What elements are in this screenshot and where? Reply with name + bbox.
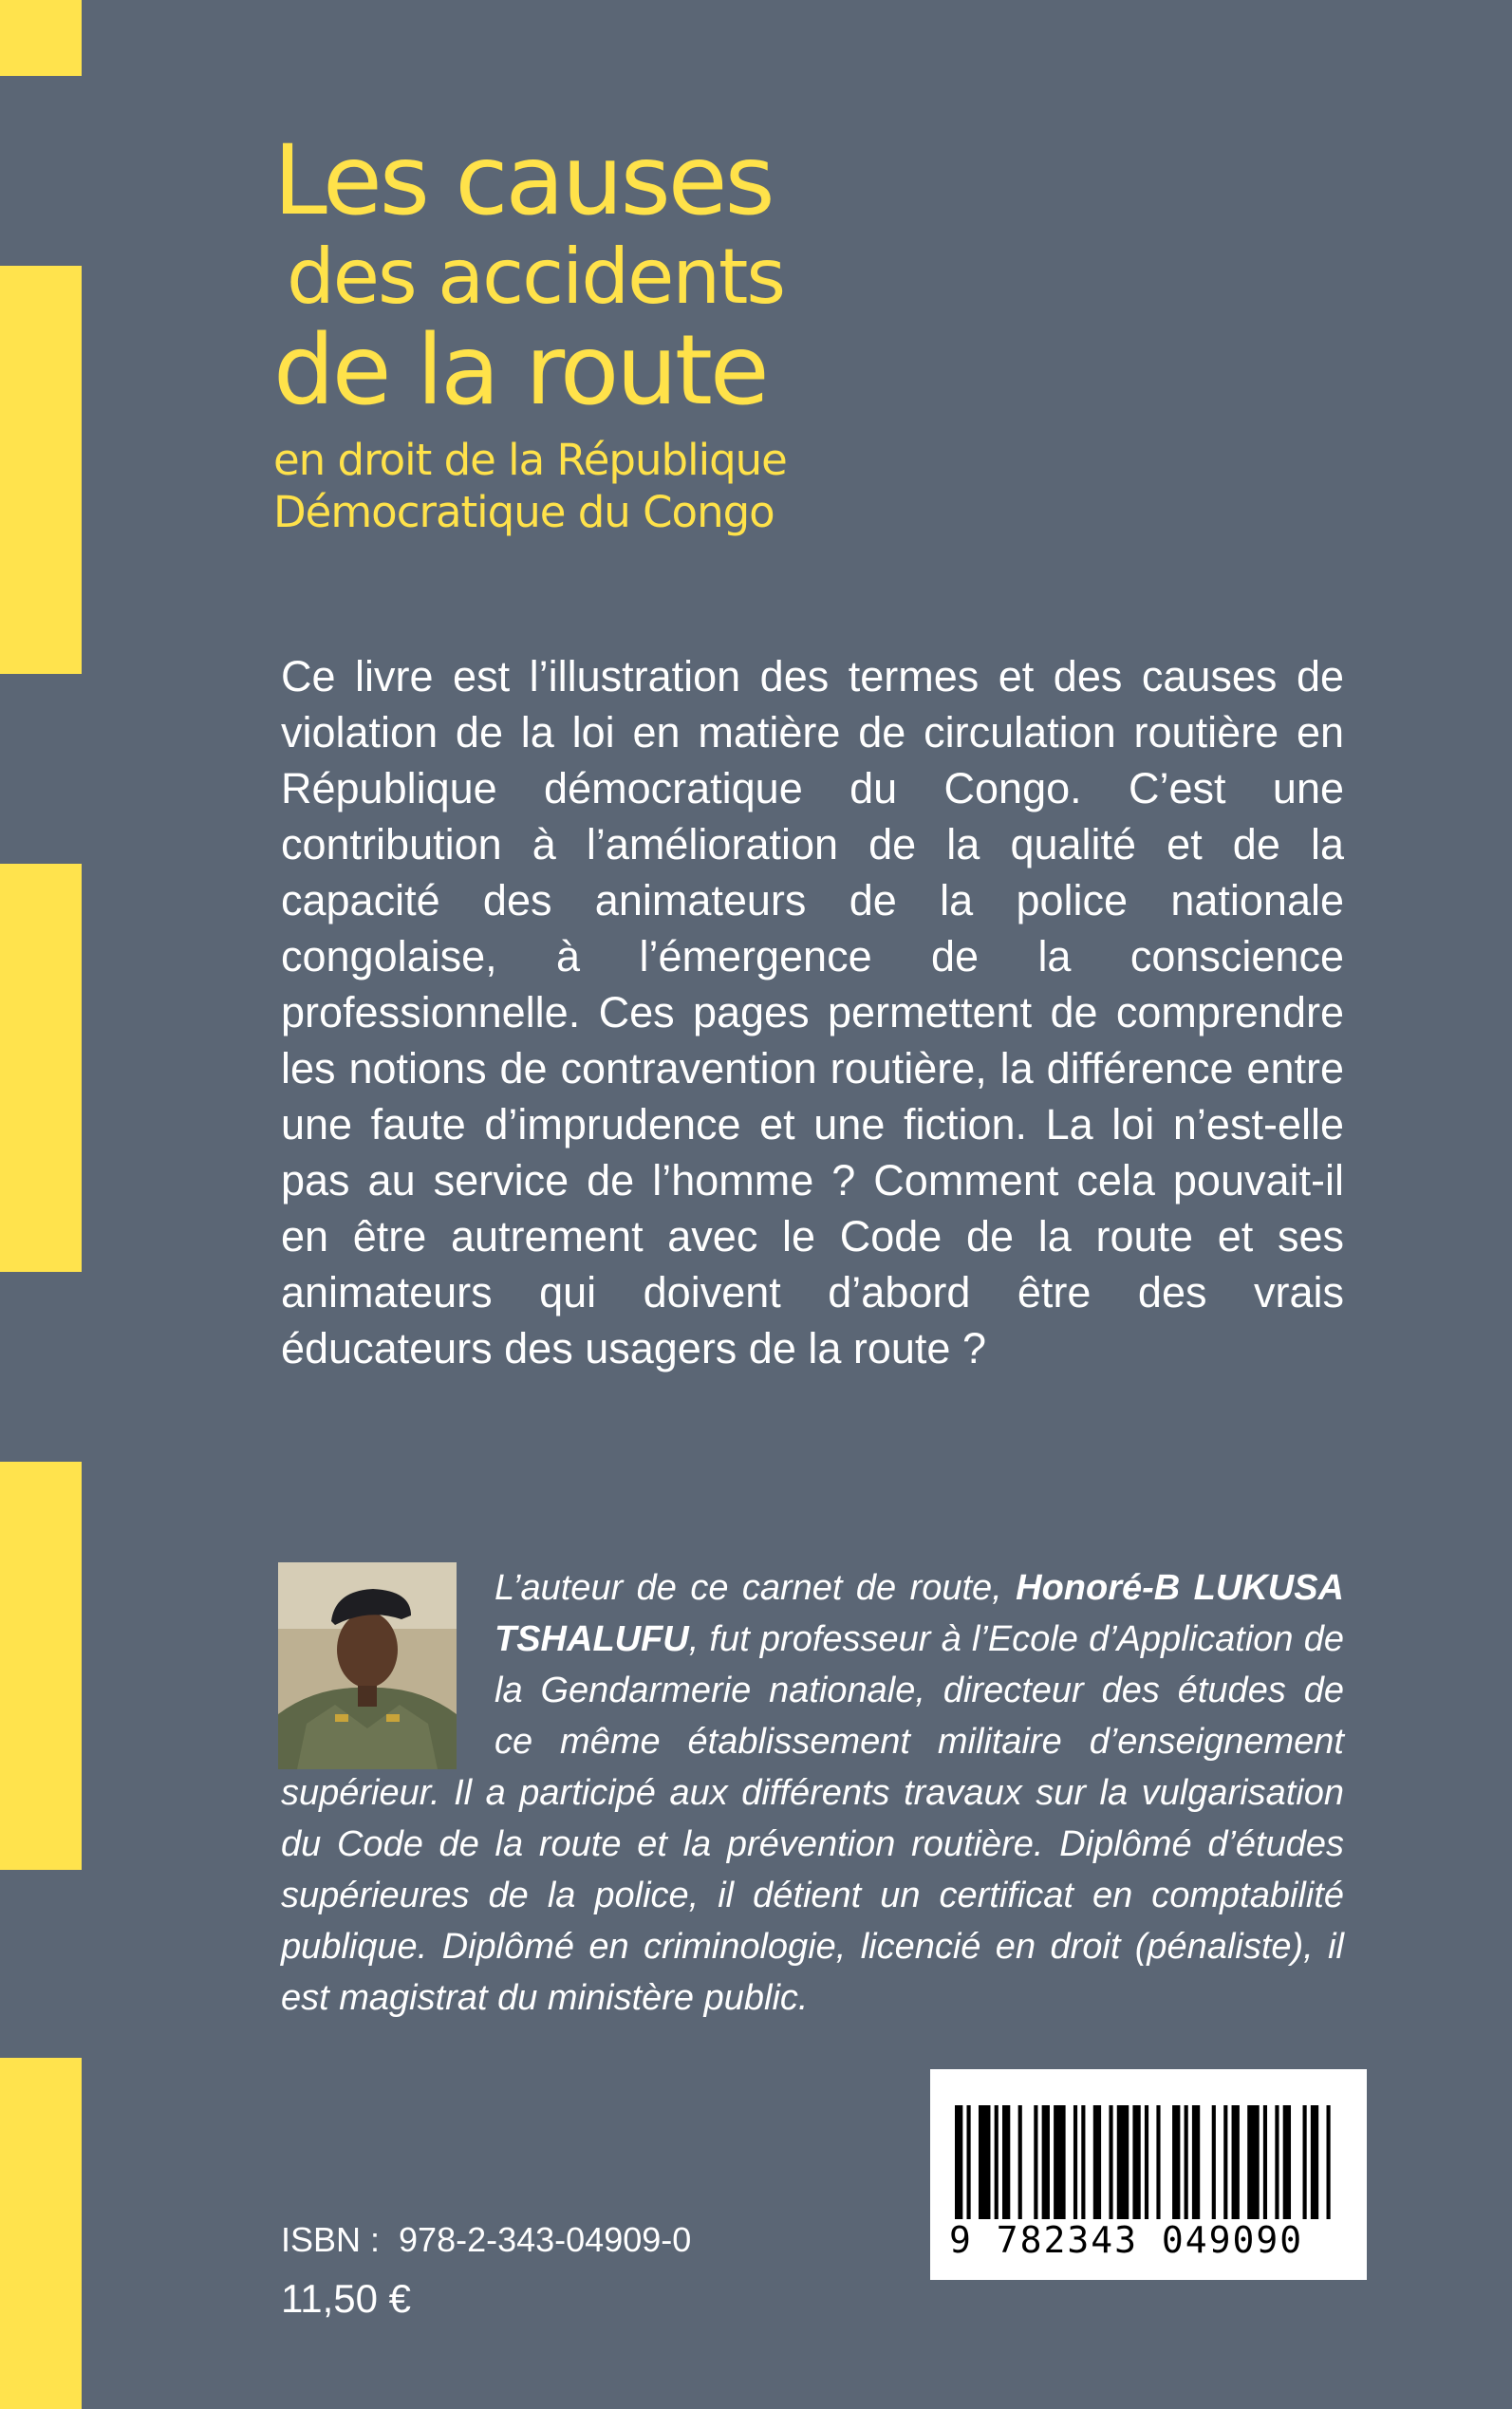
yellow-stripe-4 (0, 1462, 82, 1870)
price-label: 11,50 € (281, 2276, 412, 2321)
subtitle-line-2: Démocratique du Congo (273, 487, 775, 537)
barcode (930, 2069, 1367, 2280)
barcode-bar-16 (1156, 2105, 1160, 2219)
barcode-bar-23 (1247, 2105, 1259, 2219)
title-line-3: de la route (273, 314, 767, 427)
book-title (273, 124, 1223, 537)
bio-rest: , fut professeur à l’Ecole d’Application de la Gendarmerie nationale, directeur des études de ce même établissement militaire d’enseignement supérieur. Il a participé aux différents travaux sur la vulgarisation du Code de la route et la prévention routière. Diplômé d’études supérieures de la police, il détient un certificat en comptabilité publique. Diplômé en criminologie, licencié en droit (pénaliste), il est magistrat du ministère public. (281, 1619, 1344, 2018)
isbn-label: ISBN : 978-2-343-04909-0 (281, 2220, 692, 2259)
barcode-bar-17 (1172, 2105, 1180, 2219)
author-bio (281, 1562, 1344, 2024)
barcode-bar-1 (966, 2105, 970, 2219)
barcode-bar-27 (1303, 2105, 1307, 2219)
barcode-bar-26 (1283, 2105, 1291, 2219)
author-name: Honoré-B LUKUSA TSHALUFU (495, 1568, 1344, 1659)
yellow-stripe-1 (0, 0, 82, 76)
barcode-bar-15 (1145, 2105, 1148, 2219)
barcode-bar-3 (995, 2105, 999, 2219)
subtitle-line-1: en droit de la République (273, 435, 787, 485)
yellow-stripe-2 (0, 266, 82, 674)
barcode-bar-2 (979, 2105, 990, 2219)
barcode-bar-12 (1109, 2105, 1112, 2219)
barcode-digits: 9 782343 049090 (949, 2219, 1304, 2261)
barcode-bar-29 (1327, 2105, 1331, 2219)
barcode-bar-4 (1002, 2105, 1010, 2219)
barcode-bar-20 (1212, 2105, 1216, 2219)
barcode-bar-28 (1311, 2105, 1318, 2219)
barcode-bar-21 (1223, 2105, 1227, 2219)
barcode-bar-11 (1093, 2105, 1101, 2219)
barcode-bars-icon (955, 2105, 1338, 2219)
yellow-stripe-5 (0, 2058, 82, 2409)
barcode-bar-7 (1042, 2105, 1050, 2219)
barcode-bar-5 (1018, 2105, 1022, 2219)
barcode-bar-18 (1185, 2105, 1188, 2219)
yellow-stripe-3 (0, 864, 82, 1272)
barcode-bar-9 (1073, 2105, 1077, 2219)
barcode-bar-0 (955, 2105, 962, 2219)
barcode-bar-14 (1132, 2105, 1140, 2219)
barcode-bar-8 (1054, 2105, 1065, 2219)
bio-intro: L’auteur de ce carnet de route, (495, 1568, 1017, 1608)
barcode-bar-19 (1192, 2105, 1200, 2219)
book-description: Ce livre est l’illustration des termes et des causes de violation de la loi en matière de circulation routière en République démocratique du Congo. C’est une contribution à l’amélioration de la qualité et de la capacité des animateurs de la police nationale congolaise, à l’émergence de la conscience professionnelle. Ces pages permettent de comprendre les notions de contravention routière, la différence entre une faute d’imprudence et une fiction. La loi n’est-elle pas au service de l’homme ? Comment cela pouvait-il en être autrement avec le Code de la route et ses animateurs qui doivent d’abord être des vrais éducateurs des usagers de la route ? (281, 652, 1344, 1373)
barcode-bar-25 (1275, 2105, 1279, 2219)
title-line-2: des accidents (287, 233, 785, 321)
barcode-bar-6 (1034, 2105, 1037, 2219)
barcode-bar-22 (1232, 2105, 1240, 2219)
barcode-bar-24 (1263, 2105, 1267, 2219)
title-line-1: Les causes (273, 124, 773, 237)
barcode-bar-13 (1117, 2105, 1129, 2219)
barcode-bar-10 (1081, 2105, 1085, 2219)
